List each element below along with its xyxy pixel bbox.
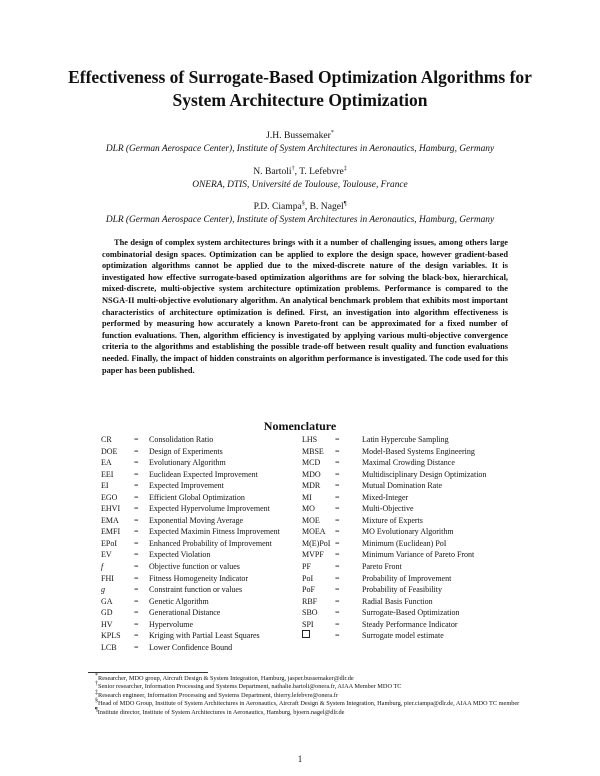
nomenclature-equals: = (134, 492, 139, 502)
nomenclature-row (0, 503, 600, 515)
nomenclature-abbr: LCB (101, 642, 117, 652)
nomenclature-definition: Surrogate model estimate (362, 631, 444, 641)
nomenclature-equals: = (335, 573, 340, 583)
author-line-1 (40, 130, 560, 142)
nomenclature-equals: = (335, 538, 340, 548)
nomenclature-abbr: MO (302, 504, 315, 514)
nomenclature-equals: = (134, 458, 139, 468)
nomenclature-definition: Mutual Domination Rate (362, 481, 442, 491)
page-number: 1 (297, 754, 303, 764)
author-name: P.D. Ciampa (253, 201, 302, 212)
author-mark: § (301, 200, 305, 207)
surrogate-estimate-symbol-icon (302, 630, 310, 638)
nomenclature-abbr: SPI (302, 619, 314, 629)
nomenclature-abbr: KPLS (101, 631, 121, 641)
nomenclature-abbr: HV (101, 619, 113, 629)
nomenclature-row (0, 446, 600, 458)
nomenclature-equals: = (335, 550, 340, 560)
footnote-mark: ‡ (95, 689, 98, 696)
nomenclature-definition: Lower Confidence Bound (149, 642, 233, 652)
nomenclature-abbr: GA (101, 596, 113, 606)
nomenclature-abbr: EMFI (101, 527, 121, 537)
author-line-2 (40, 166, 560, 178)
nomenclature-definition: Expected Violation (149, 550, 211, 560)
nomenclature-row (0, 457, 600, 469)
nomenclature-equals: = (134, 642, 139, 652)
nomenclature-abbr: FHI (101, 573, 114, 583)
nomenclature-definition: Mixture of Experts (362, 515, 423, 525)
nomenclature-definition: Maximal Crowding Distance (362, 458, 455, 468)
affiliation-3: DLR (German Aerospace Center), Institute of System Architectures in Aeronautics, Hamburg, Germany (105, 215, 495, 225)
nomenclature-equals: = (134, 469, 139, 479)
nomenclature-row (0, 642, 600, 654)
nomenclature-abbr: MI (302, 492, 312, 502)
nomenclature-abbr: PoI (302, 573, 314, 583)
nomenclature-equals: = (335, 585, 340, 595)
nomenclature-row (0, 584, 600, 596)
footnote (88, 689, 520, 700)
nomenclature-equals: = (134, 585, 139, 595)
nomenclature-equals: = (335, 469, 340, 479)
nomenclature-equals: = (134, 446, 139, 456)
nomenclature-equals: = (335, 481, 340, 491)
nomenclature-table (0, 434, 600, 653)
nomenclature-abbr: EV (101, 550, 112, 560)
nomenclature-abbr: g (101, 585, 105, 595)
affiliation-2: ONERA, DTIS, Université de Toulouse, Toulouse, France (192, 180, 408, 190)
nomenclature-equals: = (134, 435, 139, 444)
nomenclature-definition: Mixed-Integer (362, 492, 409, 502)
nomenclature-definition: Objective function or values (149, 562, 240, 572)
nomenclature-row (0, 549, 600, 561)
title-line-1: Effectiveness of Surrogate-Based Optimization Algorithms for (68, 67, 532, 87)
nomenclature-definition: Steady Performance Indicator (362, 619, 458, 629)
nomenclature-definition: Pareto Front (362, 562, 402, 572)
nomenclature-abbr: DOE (101, 446, 118, 456)
nomenclature-abbr: SBO (302, 608, 318, 618)
abstract: The design of complex system architectures brings with it a number of challenging issues, among others large combinatorial design spaces. Optimization can be applied to explore the design space, however gradient-based optimization algorithms cannot be applied due to the mixed-discrete nature of the design variables. It is investigated how effective surrogate-based optimization algorithms are for solving the black-box, hierarchical, mixed-discrete, multi-objective system architecture optimization problems. Performance is compared to the NSGA-II multi-objective evolutionary algorithm. An analytical benchmark problem that exhibits most important characteristics of architecture optimization is defined. First, an investigation into algorithm effectiveness is performed by measuring how accurately a known Pareto-front can be approximated for a fixed number of function evaluations. Then, algorithm efficiency is investigated by applying various multi-objective convergence criteria to the algorithms and establishing the possible trade-off between result quality and function evaluations needed. Finally, the impact of hidden constraints on algorithm performance is investigated. The code used for this paper has been published. (102, 238, 508, 375)
author-name: , T. Lefebvre (294, 166, 344, 177)
nomenclature-abbr: MBSE (302, 446, 324, 456)
author-name: N. Bartoli (253, 166, 292, 177)
nomenclature-rows (0, 434, 600, 653)
nomenclature-definition: Evolutionary Algorithm (149, 458, 226, 468)
nomenclature-definition: Minimum Variance of Pareto Front (362, 550, 475, 560)
nomenclature-abbr: f (101, 562, 104, 572)
footnote-mark: † (95, 681, 98, 688)
nomenclature-definition: Consolidation Ratio (149, 435, 214, 444)
nomenclature-definition: Model-Based Systems Engineering (362, 446, 475, 456)
nomenclature-row (0, 630, 600, 642)
nomenclature-row (0, 492, 600, 504)
nomenclature-equals: = (335, 446, 340, 456)
nomenclature-row (0, 469, 600, 481)
nomenclature-definition: Generational Distance (149, 608, 221, 618)
nomenclature-definition: Exponential Moving Average (149, 515, 244, 525)
nomenclature-row (0, 515, 600, 527)
nomenclature-equals: = (335, 492, 340, 502)
nomenclature-abbr: GD (101, 608, 113, 618)
nomenclature-row (0, 561, 600, 573)
nomenclature-row (0, 526, 600, 538)
nomenclature-equals: = (134, 608, 139, 618)
nomenclature-definition: Hypervolume (149, 619, 193, 629)
nomenclature-row (0, 619, 600, 631)
author-name: , B. Nagel (304, 201, 344, 212)
nomenclature-definition: Design of Experiments (149, 446, 223, 456)
footnote (88, 700, 520, 708)
nomenclature-definition: Surrogate-Based Optimization (362, 608, 460, 618)
nomenclature-definition: Multi-Objective (362, 504, 414, 514)
nomenclature-equals: = (335, 608, 340, 618)
footnote-text: Researcher, MDO group, Aircraft Design & System Integration, Hamburg, jasper.bussemaker@dlr.de (98, 675, 354, 682)
nomenclature-definition: Fitness Homogeneity Indicator (149, 573, 249, 583)
nomenclature-abbr: MCD (302, 458, 321, 468)
footnote-text: Research engineer, Information Processing and Systems Department, thierry.lefebvre@onera.fr (98, 691, 338, 699)
nomenclature-equals: = (134, 550, 139, 560)
nomenclature-abbr: MDO (302, 469, 321, 479)
nomenclature-equals: = (335, 596, 340, 606)
footnote-rule (88, 672, 208, 673)
nomenclature-abbr: EGO (101, 492, 118, 502)
nomenclature-equals: = (335, 458, 340, 468)
footnote-text: Senior researcher, Information Processing and Systems Department, nathalie.bartoli@onera.fr, AIAA Member MDO TC (98, 683, 402, 691)
nomenclature-abbr: M(E)PoI (302, 538, 331, 548)
nomenclature-equals: = (335, 619, 340, 629)
nomenclature-definition: Euclidean Expected Improvement (149, 469, 258, 479)
nomenclature-equals: = (134, 515, 139, 525)
nomenclature-equals: = (134, 631, 139, 641)
footnote-mark: § (95, 698, 98, 705)
nomenclature-equals: = (335, 562, 340, 572)
nomenclature-definition: Latin Hypercube Sampling (362, 435, 449, 444)
nomenclature-definition: Enhanced Probability of Improvement (149, 538, 272, 548)
footnote-text: Institute director, Institute of System Architectures in Aeronautics, Hamburg, bjoern.nagel@dlr.de (97, 708, 345, 716)
nomenclature-definition: Minimum (Euclidean) PoI (362, 538, 447, 548)
nomenclature-definition: Probability of Improvement (362, 573, 452, 583)
nomenclature-row (0, 573, 600, 585)
nomenclature-equals: = (335, 527, 340, 537)
nomenclature-equals: = (134, 527, 139, 537)
affiliation-1: DLR (German Aerospace Center), Institute of System Architectures in Aeronautics, Hamburg, Germany (105, 144, 495, 154)
nomenclature-equals: = (134, 596, 139, 606)
nomenclature-abbr: EA (101, 458, 112, 468)
nomenclature-abbr: EI (101, 481, 109, 491)
nomenclature-abbr: MVPF (302, 550, 324, 560)
nomenclature-abbr: PF (302, 562, 311, 572)
nomenclature-definition: Constraint function or values (149, 585, 243, 595)
nomenclature-definition: Efficient Global Optimization (149, 492, 245, 502)
nomenclature-equals: = (335, 504, 340, 514)
nomenclature-abbr: LHS (302, 435, 318, 444)
nomenclature-row (0, 434, 600, 446)
nomenclature-equals: = (335, 435, 340, 444)
nomenclature-definition: Expected Maximin Fitness Improvement (149, 527, 280, 537)
nomenclature-abbr: MDR (302, 481, 321, 491)
nomenclature-definition: Expected Improvement (149, 481, 224, 491)
nomenclature-definition: Expected Hypervolume Improvement (149, 504, 270, 514)
nomenclature-definition: Multidisciplinary Design Optimization (362, 469, 487, 479)
nomenclature-abbr: EPoI (101, 538, 117, 548)
nomenclature-abbr: EHVI (101, 504, 121, 514)
nomenclature-row (0, 596, 600, 608)
nomenclature-definition: Probability of Feasibility (362, 585, 442, 595)
footnote-mark: * (95, 672, 98, 679)
nomenclature-abbr: EEI (101, 469, 114, 479)
nomenclature-equals: = (134, 573, 139, 583)
nomenclature-abbr: PoF (302, 585, 315, 595)
footnote (88, 706, 520, 717)
nomenclature-abbr (302, 630, 310, 642)
nomenclature-abbr: RBF (302, 596, 318, 606)
footnote-text: Head of MDO Group, Institute of System Architectures in Aeronautics, Aircraft Design & System Integration, Hamburg, pier.ciampa@dlr.de, AIAA MDO TC member (98, 700, 520, 708)
nomenclature-definition: Radial Basis Function (362, 596, 433, 606)
nomenclature-abbr: MOE (302, 515, 320, 525)
nomenclature-equals: = (335, 515, 340, 525)
nomenclature-heading: Nomenclature (263, 419, 337, 433)
nomenclature-equals: = (134, 619, 139, 629)
nomenclature-definition: Genetic Algorithm (149, 596, 209, 606)
nomenclature-row (0, 480, 600, 492)
nomenclature-row (0, 538, 600, 550)
author-mark: * (330, 129, 334, 136)
nomenclature-equals: = (134, 504, 139, 514)
footnote (88, 683, 520, 691)
nomenclature-abbr: MOEA (302, 527, 326, 537)
nomenclature-definition: Kriging with Partial Least Squares (149, 631, 260, 641)
author-name: J.H. Bussemaker (266, 130, 331, 141)
nomenclature-equals: = (134, 562, 139, 572)
title-line-2: System Architecture Optimization (172, 90, 428, 110)
nomenclature-abbr: CR (101, 435, 112, 444)
paper-title (40, 66, 560, 112)
author-line-3 (40, 201, 560, 213)
nomenclature-abbr: EMA (101, 515, 119, 525)
nomenclature-equals: = (335, 631, 340, 641)
author-mark: † (291, 165, 295, 172)
author-mark: ‡ (343, 165, 347, 172)
footnotes (88, 672, 520, 717)
nomenclature-definition: MO Evolutionary Algorithm (362, 527, 454, 537)
nomenclature-equals: = (134, 538, 139, 548)
footnote-mark: ¶ (95, 706, 98, 713)
nomenclature-equals: = (134, 481, 139, 491)
nomenclature-row (0, 607, 600, 619)
author-mark: ¶ (343, 200, 347, 207)
